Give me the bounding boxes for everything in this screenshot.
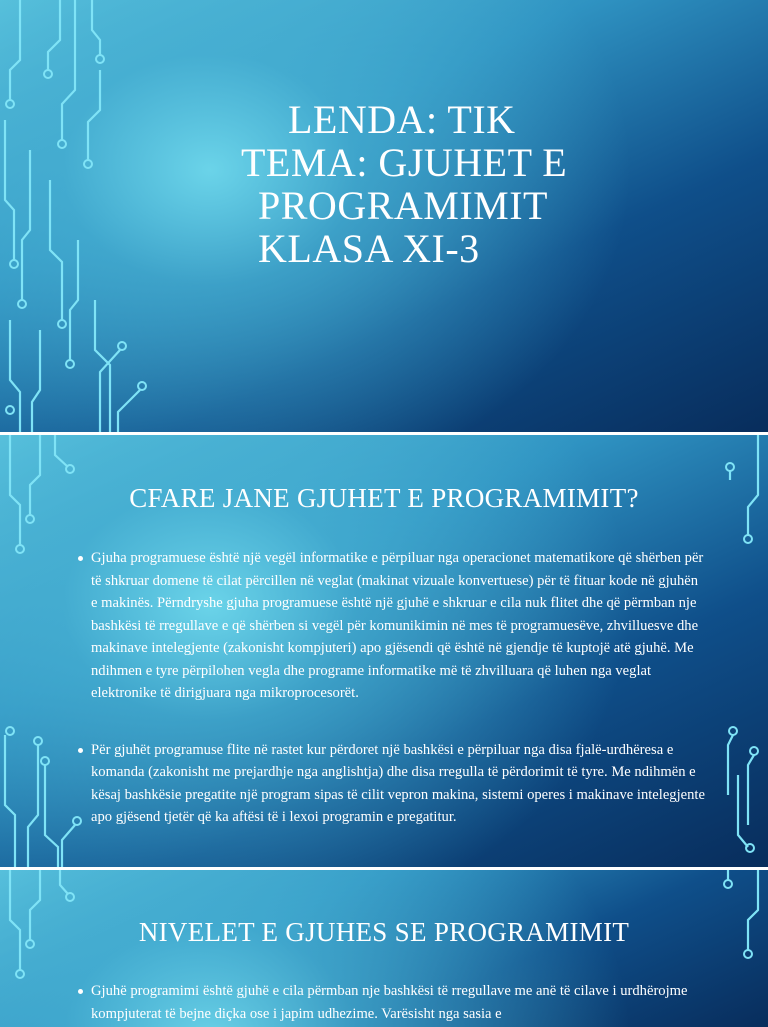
slide-title xyxy=(241,98,701,270)
content-slide-definition xyxy=(0,435,768,867)
bullet-item: Gjuhë programimi është gjuhë e cila përmban nje bashkësi të rregullave me anë të cilave i urdhërojme kompjuterat të bejne diçka ose i japim udhezime. Varësisht nga sasia e xyxy=(78,980,708,1025)
bullet-list xyxy=(78,547,708,829)
circuit-decoration-left xyxy=(0,870,80,1027)
content-slide-levels xyxy=(0,867,768,1027)
circuit-decoration-right xyxy=(708,870,768,1027)
title-line-topic: TEMA: GJUHET E xyxy=(241,140,568,185)
title-line-class: KLASA XI-3 xyxy=(258,226,480,271)
bullet-item: Për gjuhët programuse flite në rastet kur përdoret një bashkësi e përpiluar nga disa fjalë-urdhëresa e komanda (zakonisht me prejardhje nga anglishtja) dhe disa rregulla të përdorimit të tyre. Me ndihmën e kësaj bashkësie pregatite një program sipas të cilit vepron makina, sistemi operes i makinave intelegjente apo gjësend tjetër që ka aftësi të i lexoi programin e pregatitur. xyxy=(78,739,708,829)
title-line-topic-cont: PROGRAMIMIT xyxy=(258,183,548,228)
slide-heading: NIVELET E GJUHES SE PROGRAMIMIT xyxy=(138,917,630,947)
slide-heading: CFARE JANE GJUHET E PROGRAMIMIT? xyxy=(129,483,639,513)
title-line-subject: LENDA: TIK xyxy=(288,97,516,142)
circuit-decoration-left xyxy=(0,0,160,432)
bullet-list xyxy=(78,980,708,1025)
title-slide xyxy=(0,0,768,432)
bullet-item: Gjuha programuese është një vegël informatike e përpiluar nga operacionet matematikore që shërben për të shkruar domene të cilat përcillen në veglat (makinat vizuale konvertuese) për të fituar kode në gjuhën e makinës. Përndryshe gjuha programuese është një gjuhë e shkruar e cila nuk flitet dhe që përmban nje bashkësi të rregullave e që shërben si vegël për komunikimin në mes të programuesëve, zhvilluesve dhe makinave intelegjente (zakonisht kompjuteri) apo gjësendi që është në gjendje të kuptojë atë gjuhë. Me ndihmen e tyre përpilohen vegla dhe programe informatike më të zhvilluara që luhen nga veglat elektronike të dirigjuara nga mikroprocesorët. xyxy=(78,547,708,705)
